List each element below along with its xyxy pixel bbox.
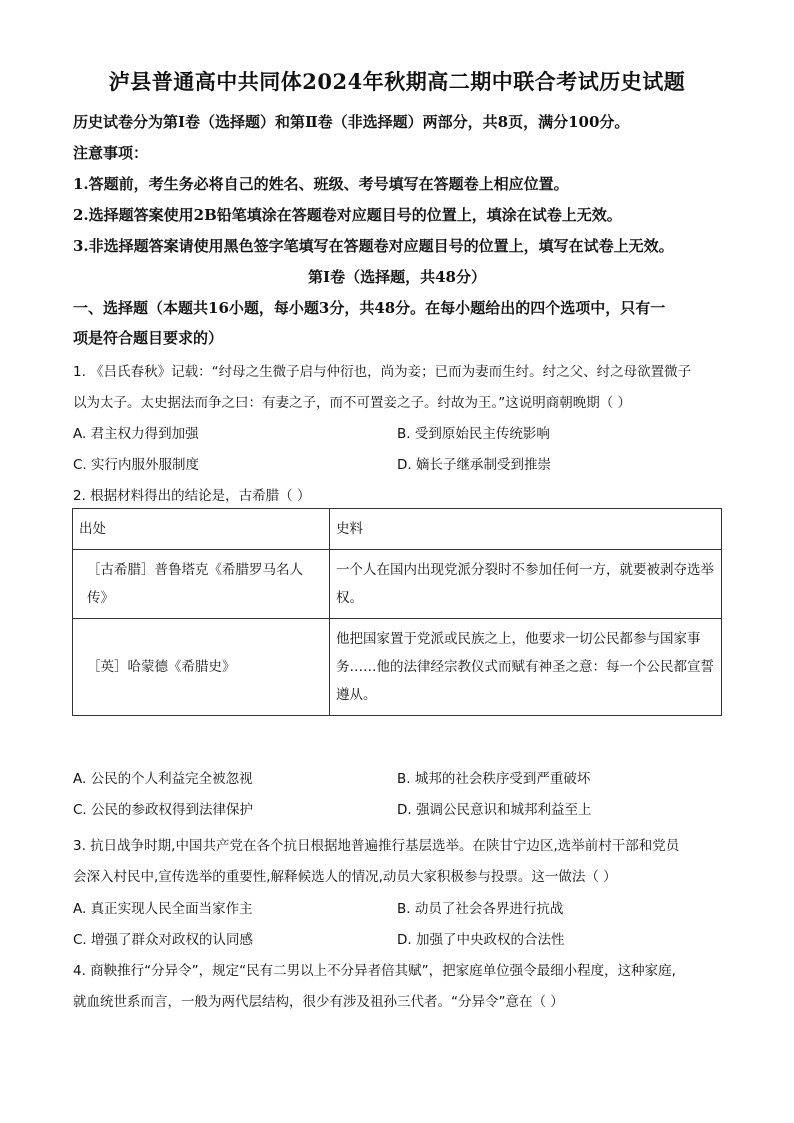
table-cell-source: ［英］哈蒙德《希腊史》	[73, 619, 330, 716]
question-1-stem: 1. 《吕氏春秋》记载：“纣母之生微子启与仲衍也，尚为妾；已而为妻而生纣。纣之父、纣之母欲置微子	[73, 364, 692, 380]
question-3-option-a: A. 真正实现人民全面当家作主	[73, 901, 253, 917]
table-row	[73, 550, 722, 619]
part-title: 第Ⅰ卷（选择题，共48分）	[308, 268, 486, 286]
question-2-option-c: C. 公民的参政权得到法律保护	[73, 802, 254, 818]
table-header-text: 史料	[330, 509, 722, 550]
table-header-row	[73, 509, 722, 550]
table-cell-text: 他把国家置于党派或民族之上，他要求一切公民都参与国家事务……他的法律经宗教仪式而赋有神圣之意：每一个公民都宣誓遵从。	[330, 619, 722, 716]
exam-title: 泸县普通高中共同体2024年秋期高二期中联合考试历史试题	[108, 69, 686, 94]
exam-intro: 历史试卷分为第Ⅰ卷（选择题）和第Ⅱ卷（非选择题）两部分，共8页，满分100分。	[73, 113, 630, 131]
question-1-option-b: B. 受到原始民主传统影响	[397, 426, 550, 442]
question-3-stem: 3. 抗日战争时期,中国共产党在各个抗日根据地普遍推行基层选举。在陕甘宁边区,选举前村干部和党员	[73, 838, 680, 854]
notice-item: 3.非选择题答案请使用黑色签字笔填写在答题卷对应题目号的位置上，填写在试卷上无效。	[73, 237, 674, 255]
table-header-source: 出处	[73, 509, 330, 550]
question-3-option-d: D. 加强了中央政权的合法性	[397, 932, 565, 948]
question-2-stem: 2. 根据材料得出的结论是，古希腊（ ）	[73, 488, 311, 504]
question-1-stem: 以为太子。太史据法而争之曰：有妻之子，而不可置妾之子。纣故为王。”这说明商朝晚期（ ）	[73, 395, 632, 411]
table-cell-text: 一个人在国内出现党派分裂时不参加任何一方，就要被剥夺选举权。	[330, 550, 722, 619]
notice-heading: 注意事项：	[73, 144, 149, 162]
question-2-option-b: B. 城邦的社会秩序受到严重破坏	[397, 771, 591, 787]
question-2-option-a: A. 公民的个人利益完全被忽视	[73, 771, 253, 787]
question-2-option-d: D. 强调公民意识和城邦利益至上	[397, 802, 592, 818]
table-cell-source: ［古希腊］普鲁塔克《希腊罗马名人传》	[73, 550, 330, 619]
question-4-stem: 4. 商鞅推行“分异令”，规定“民有二男以上不分异者倍其赋”，把家庭单位强令最细小程度，这种家庭,	[73, 963, 676, 979]
question-3-stem: 会深入村民中,宣传选举的重要性,解释候选人的情况,动员大家积极参与投票。这一做法（ ）	[73, 869, 617, 885]
section-heading-line: 一、选择题（本题共16小题，每小题3分，共48分。在每小题给出的四个选项中，只有一	[73, 299, 666, 317]
question-4-stem: 就血统世系而言，一般为两代层结构，很少有涉及祖孙三代者。“分异令”意在（ ）	[73, 994, 564, 1010]
table-row	[73, 619, 722, 716]
section-heading-line: 项是符合题目要求的）	[73, 329, 224, 347]
source-table	[72, 508, 722, 716]
question-3-option-c: C. 增强了群众对政权的认同感	[73, 932, 254, 948]
question-1-option-c: C. 实行内服外服制度	[73, 457, 200, 473]
question-1-option-d: D. 嫡长子继承制受到推崇	[397, 457, 551, 473]
question-1-option-a: A. 君主权力得到加强	[73, 426, 199, 442]
question-3-option-b: B. 动员了社会各界进行抗战	[397, 901, 564, 917]
notice-item: 1.答题前，考生务必将自己的姓名、班级、考号填写在答题卷上相应位置。	[73, 175, 569, 193]
notice-item: 2.选择题答案使用2B铅笔填涂在答题卷对应题目号的位置上，填涂在试卷上无效。	[73, 206, 622, 224]
